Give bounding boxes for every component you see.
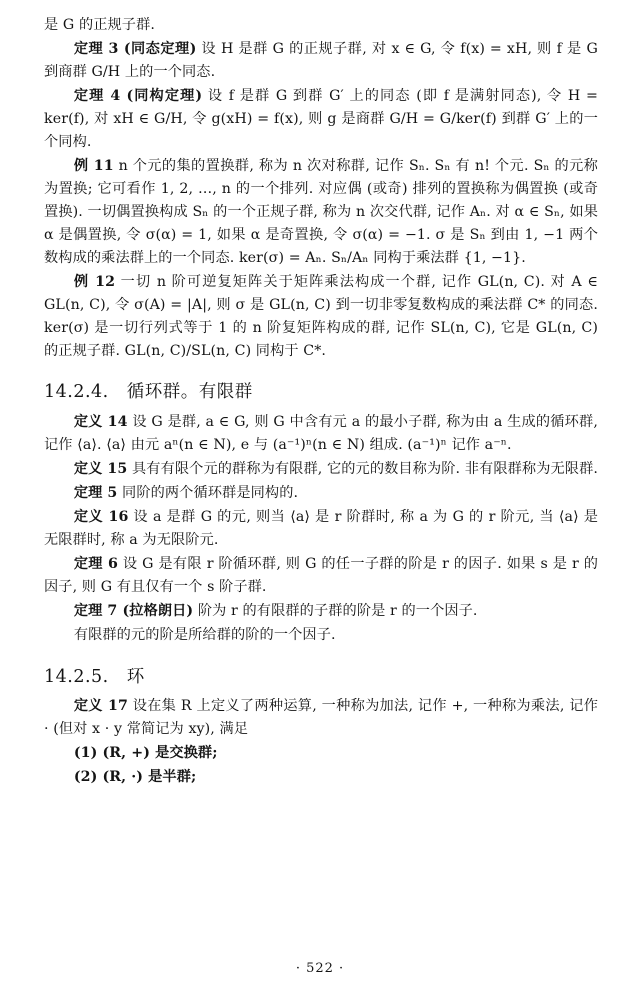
theorem-7-note-text: 有限群的元的阶是所给群的阶的一个因子.: [73, 627, 336, 644]
definition-14-text: 设 G 是群, a ∈ G, 则 G 中含有元 a 的最小子群, 称为由 a 生成的循环群, 记作 ⟨a⟩. ⟨a⟩ 由元 aⁿ(n ∈ N), e 与 (a⁻¹)ⁿ(n ∈ N) 组成. (a⁻¹)ⁿ 记作 a⁻ⁿ.: [44, 414, 598, 454]
example-12: [44, 271, 598, 363]
list-item-2: [44, 766, 598, 789]
theorem-4-text: 设 f 是群 G 到群 G′ 上的同态 (即 f 是满射同态), 令 H = ker(f), 对 xH ∈ G/H, 令 g(xH) = f(x), 则 g 是商群 G/H = G/ker(f) 到群 G′ 上的一个同构.: [44, 88, 598, 150]
example-12-label: 例 12: [73, 274, 116, 290]
definition-17: [44, 695, 598, 741]
list-item-2-text: (2) (R, ·) 是半群;: [73, 768, 197, 785]
section-title: 循环群。有限群: [126, 382, 253, 402]
definition-16: [44, 506, 598, 552]
theorem-5: [44, 482, 598, 505]
theorem-3-text: 设 H 是群 G 的正规子群, 对 x ∈ G, 令 f(x) = xH, 则 f 是 G 到商群 G/H 上的一个同态.: [44, 41, 598, 80]
theorem-3-label: 定理 3 (同态定理): [73, 41, 197, 57]
definition-17-text: 设在集 R 上定义了两种运算, 一种称为加法, 记作 +, 一种称为乘法, 记作 · (但对 x · y 常简记为 xy), 满足: [44, 697, 598, 737]
list-item-1: [44, 742, 598, 765]
paragraph-lead: [44, 14, 598, 37]
definition-16-text: 设 a 是群 G 的元, 则当 ⟨a⟩ 是 r 阶群时, 称 a 为 G 的 r 阶元, 当 ⟨a⟩ 是无限群时, 称 a 为无限阶元.: [44, 509, 598, 549]
theorem-3: [44, 38, 598, 84]
theorem-7-text: 阶为 r 的有限群的子群的阶是 r 的一个因子.: [197, 603, 478, 620]
definition-15-label: 定义 15: [73, 461, 128, 478]
theorem-7-note: [44, 624, 598, 647]
definition-15-text: 具有有限个元的群称为有限群, 它的元的数目称为阶. 非有限群称为无限群.: [132, 461, 598, 478]
theorem-7: [44, 600, 598, 623]
definition-14: [44, 411, 598, 457]
section-number: 14.2.4.: [44, 382, 109, 402]
paragraph-text: 是 G 的正规子群.: [44, 17, 155, 33]
page-number: · 522 ·: [295, 961, 345, 976]
section-heading-14-2-4: [44, 379, 598, 405]
section-number: 14.2.5.: [44, 667, 109, 688]
list-item-1-text: (1) (R, +) 是交换群;: [73, 744, 218, 761]
definition-17-label: 定义 17: [73, 697, 128, 714]
definition-16-label: 定义 16: [73, 509, 129, 526]
example-11-label: 例 11: [73, 158, 114, 174]
definition-15: [44, 458, 598, 481]
theorem-4-label: 定理 4 (同构定理): [73, 88, 203, 104]
theorem-7-label: 定理 7 (拉格朗日): [73, 603, 194, 620]
theorem-5-label: 定理 5: [73, 485, 118, 502]
theorem-4: [44, 85, 598, 154]
theorem-6: [44, 553, 598, 599]
theorem-6-label: 定理 6: [73, 556, 119, 573]
example-11: [44, 155, 598, 270]
section-heading-14-2-5: [44, 664, 598, 690]
example-12-text: 一切 n 阶可逆复矩阵关于矩阵乘法构成一个群, 记作 GL(n, C). 对 A ∈ GL(n, C), 令 σ(A) = |A|, 则 σ 是 GL(n, C) 到一切非零复数构成的乘法群 C* 的同态. ker(σ) 是一切行列式等于 1 的 n 阶复矩阵构成的群, 记作 SL(n, C), 它是 GL(n, C) 的正规子群. GL(n, C)/SL(n, C) 同构于 C*.: [44, 274, 598, 359]
theorem-6-text: 设 G 是有限 r 阶循环群, 则 G 的任一子群的阶是 r 的因子. 如果 s 是 r 的因子, 则 G 有且仅有一个 s 阶子群.: [44, 556, 598, 596]
theorem-5-text: 同阶的两个循环群是同构的.: [122, 485, 299, 502]
example-11-text: n 个元的集的置换群, 称为 n 次对称群, 记作 Sₙ. Sₙ 有 n! 个元. Sₙ 的元称为置换; 它可看作 1, 2, …, n 的一个排列. 对应偶 (或奇) 排列的置换称为偶置换 (或奇置换). 一切偶置换构成 Sₙ 的一个正规子群, 称为 n 次交代群, 记作 Aₙ. 对 α ∈ Sₙ, 如果 α 是偶置换, 令 σ(α) = 1, 如果 α 是奇置换, 令 σ(α) = −1. σ 是 Sₙ 到由 1, −1 两个数构成的乘法群上的一个同态. ker(σ) = Aₙ. Sₙ/Aₙ 同构于乘法群 {1, −1}.: [44, 158, 598, 266]
definition-14-label: 定义 14: [73, 414, 128, 431]
section-title: 环: [126, 667, 145, 688]
